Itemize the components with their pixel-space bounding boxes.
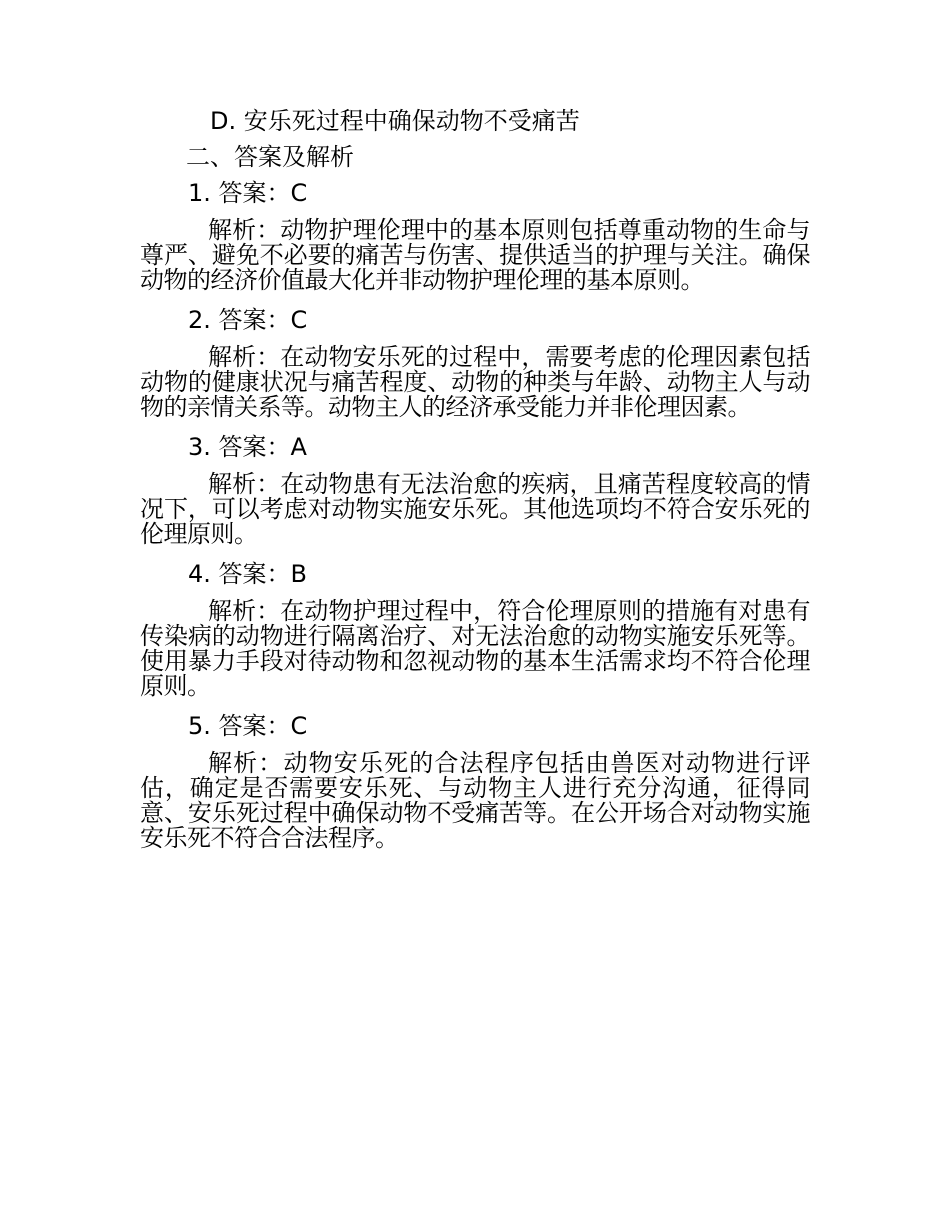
- analysis-paragraph: 解析：动物护理伦理中的基本原则包括尊重动物的生命与尊严、避免不必要的痛苦与伤害、提供适当的护理与关注。确保动物的经济价值最大化并非动物护理伦理的基本原则。: [140, 216, 810, 294]
- answer-label: 5. 答案：C: [188, 712, 308, 740]
- document-page: [140, 104, 810, 861]
- analysis-paragraph: 解析：在动物护理过程中，符合伦理原则的措施有对患有传染病的动物进行隔离治疗、对无法治愈的动物实施安乐死等。使用暴力手段对待动物和忽视动物的基本生活需求均不符合伦理原则。: [140, 597, 810, 700]
- analysis-paragraph: 解析：动物安乐死的合法程序包括由兽医对动物进行评估，确定是否需要安乐死、与动物主人进行充分沟通，征得同意、安乐死过程中确保动物不受痛苦等。在公开场合对动物实施安乐死不符合合法程序。: [140, 749, 810, 852]
- answer-block-2: [140, 303, 810, 420]
- answer-block-4: [140, 557, 810, 699]
- answer-label: 2. 答案：C: [188, 306, 308, 334]
- answer-block-3: [140, 430, 810, 547]
- answer-block-5: [140, 709, 810, 851]
- answer-label: 4. 答案：B: [188, 560, 307, 588]
- answer-label: 1. 答案：C: [188, 179, 308, 207]
- option-d-text: D. 安乐死过程中确保动物不受痛苦: [210, 107, 580, 135]
- analysis-paragraph: 解析：在动物安乐死的过程中，需要考虑的伦理因素包括动物的健康状况与痛苦程度、动物的种类与年龄、动物主人与动物的亲情关系等。动物主人的经济承受能力并非伦理因素。: [140, 343, 810, 421]
- answer-label: 3. 答案：A: [188, 433, 307, 461]
- section-heading: 二、答案及解析: [186, 143, 354, 171]
- answer-block-1: [140, 176, 810, 293]
- analysis-paragraph: 解析：在动物患有无法治愈的疾病，且痛苦程度较高的情况下，可以考虑对动物实施安乐死。其他选项均不符合安乐死的伦理原则。: [140, 470, 810, 548]
